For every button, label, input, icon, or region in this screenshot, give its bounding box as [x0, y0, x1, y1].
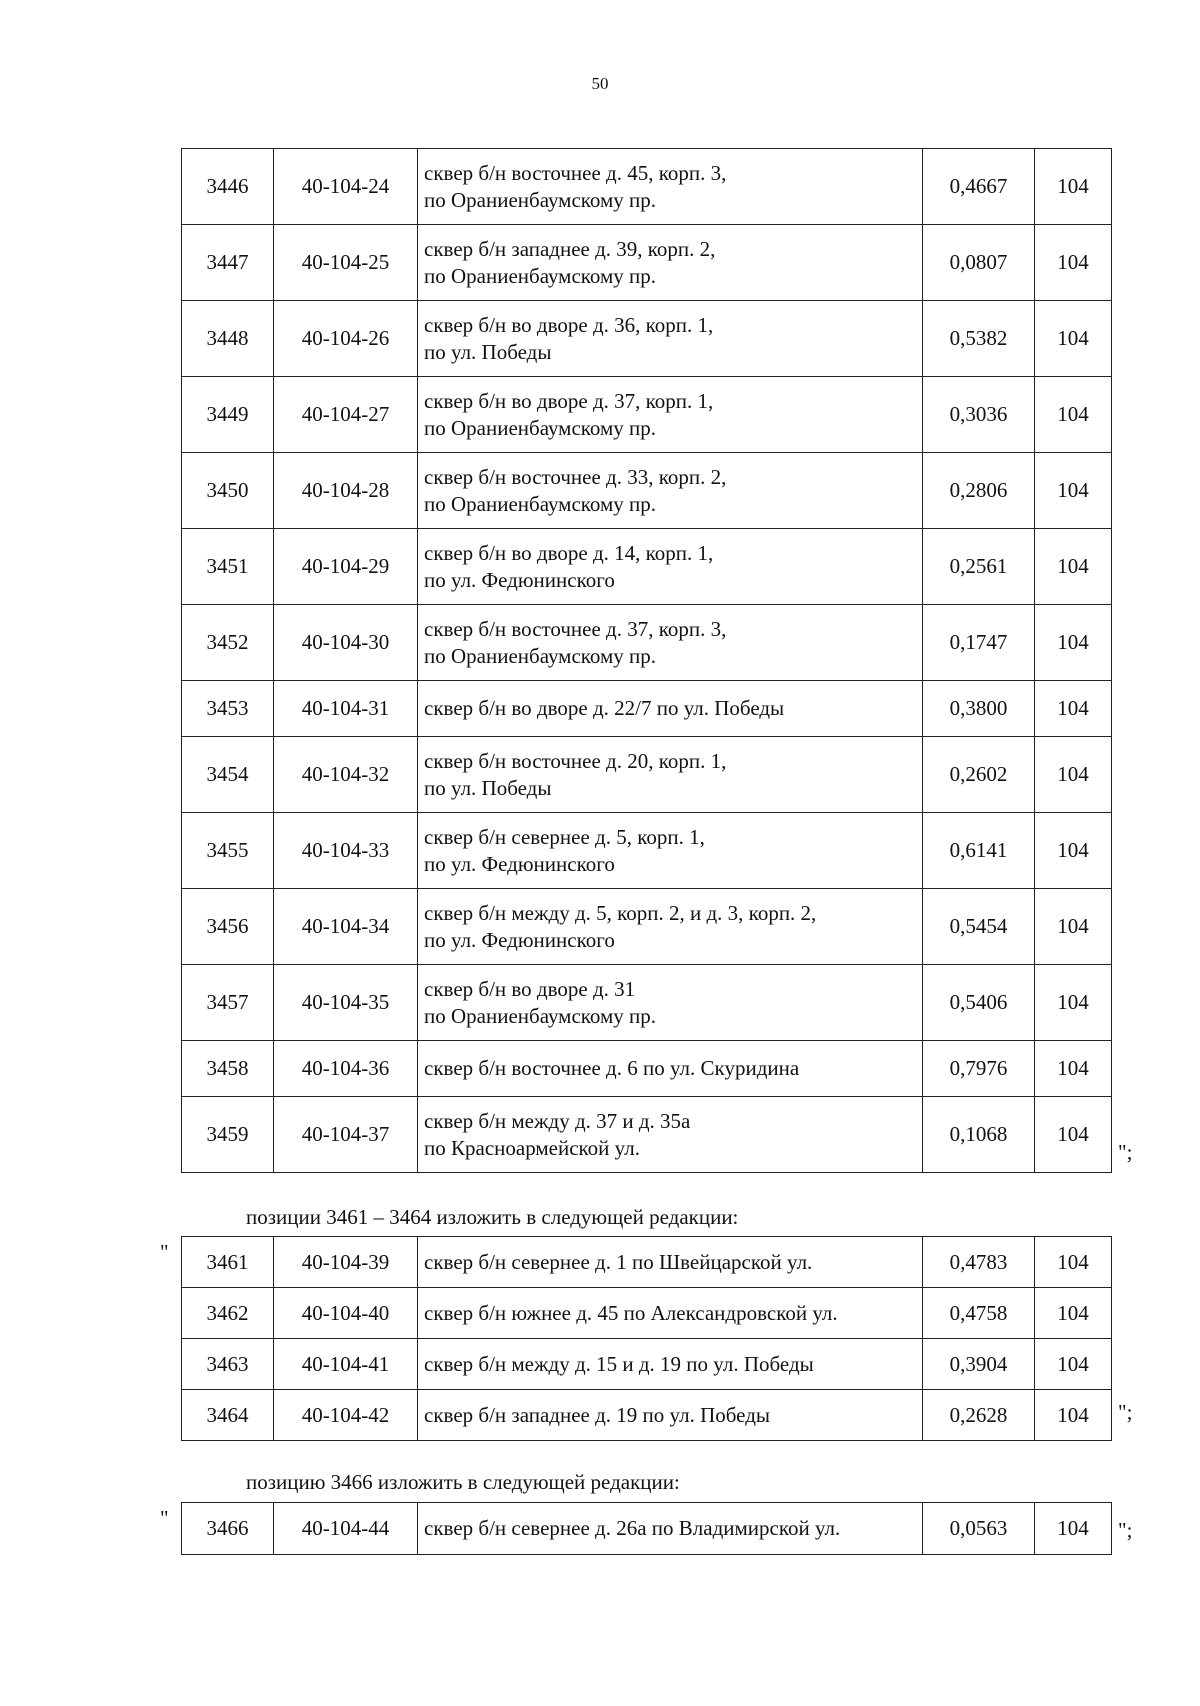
object-code-cell: 40-104-27	[274, 377, 418, 453]
area-cell: 0,4783	[923, 1237, 1035, 1288]
description-line-1: сквер б/н между д. 5, корп. 2, и д. 3, корп. 2,	[424, 900, 817, 925]
category-cell: 104	[1035, 301, 1112, 377]
description-line-1: сквер б/н восточнее д. 33, корп. 2,	[424, 464, 727, 489]
category-cell: 104	[1035, 1288, 1112, 1339]
table-row	[182, 377, 1112, 453]
category-cell: 104	[1035, 965, 1112, 1041]
description-cell	[418, 225, 923, 301]
area-cell: 0,5454	[923, 889, 1035, 965]
description-line-1: сквер б/н севернее д. 1 по Швейцарской ул.	[424, 1249, 813, 1274]
category-cell: 104	[1035, 1237, 1112, 1288]
area-cell: 0,6141	[923, 813, 1035, 889]
row-number-cell: 3466	[182, 1503, 274, 1555]
area-cell: 0,5382	[923, 301, 1035, 377]
row-number-cell: 3462	[182, 1288, 274, 1339]
table-row	[182, 1097, 1112, 1173]
description-line-1: сквер б/н восточнее д. 37, корп. 3,	[424, 616, 727, 641]
row-number-cell: 3446	[182, 149, 274, 225]
row-number-cell: 3461	[182, 1237, 274, 1288]
amended-positions-table	[181, 1236, 1112, 1441]
description-cell	[418, 453, 923, 529]
area-cell: 0,4758	[923, 1288, 1035, 1339]
description-cell	[418, 149, 923, 225]
table-row	[182, 1288, 1112, 1339]
description-line-1: сквер б/н западнее д. 39, корп. 2,	[424, 236, 716, 261]
closing-quote-3: ";	[1118, 1518, 1133, 1542]
amended-positions-table-body	[182, 1237, 1112, 1441]
table-row	[182, 301, 1112, 377]
description-cell	[418, 1503, 923, 1555]
category-cell: 104	[1035, 377, 1112, 453]
object-code-cell: 40-104-32	[274, 737, 418, 813]
object-code-cell: 40-104-36	[274, 1041, 418, 1097]
table-row	[182, 1390, 1112, 1441]
table-row	[182, 681, 1112, 737]
description-cell	[418, 377, 923, 453]
closing-quote-1: ";	[1118, 1140, 1133, 1164]
description-cell	[418, 605, 923, 681]
area-cell: 0,2806	[923, 453, 1035, 529]
description-line-1: сквер б/н во дворе д. 31	[424, 976, 636, 1001]
page-number: 50	[591, 74, 609, 93]
description-cell	[418, 1339, 923, 1390]
row-number-cell: 3451	[182, 529, 274, 605]
area-cell: 0,2628	[923, 1390, 1035, 1441]
table-row	[182, 605, 1112, 681]
row-number-cell: 3453	[182, 681, 274, 737]
category-cell: 104	[1035, 1339, 1112, 1390]
row-number-cell: 3450	[182, 453, 274, 529]
category-cell: 104	[1035, 1390, 1112, 1441]
row-number-cell: 3463	[182, 1339, 274, 1390]
table-row	[182, 1339, 1112, 1390]
table-row	[182, 737, 1112, 813]
area-cell: 0,0807	[923, 225, 1035, 301]
description-line-1: сквер б/н восточнее д. 20, корп. 1,	[424, 748, 727, 773]
object-code-cell: 40-104-25	[274, 225, 418, 301]
area-cell: 0,7976	[923, 1041, 1035, 1097]
object-code-cell: 40-104-39	[274, 1237, 418, 1288]
description-line-2: по ул. Федюнинского	[424, 927, 615, 952]
object-code-cell: 40-104-31	[274, 681, 418, 737]
description-line-1: сквер б/н во дворе д. 36, корп. 1,	[424, 312, 714, 337]
table-row	[182, 1503, 1112, 1555]
description-cell	[418, 1288, 923, 1339]
category-cell: 104	[1035, 681, 1112, 737]
category-cell: 104	[1035, 813, 1112, 889]
area-cell: 0,3036	[923, 377, 1035, 453]
table-row	[182, 1041, 1112, 1097]
row-number-cell: 3449	[182, 377, 274, 453]
row-number-cell: 3456	[182, 889, 274, 965]
table-row	[182, 965, 1112, 1041]
green-areas-table	[181, 148, 1112, 1173]
description-line-2: по Ораниенбаумскому пр.	[424, 491, 657, 516]
row-number-cell: 3447	[182, 225, 274, 301]
description-line-2: по ул. Федюнинского	[424, 567, 615, 592]
description-cell	[418, 301, 923, 377]
row-number-cell: 3464	[182, 1390, 274, 1441]
area-cell: 0,5406	[923, 965, 1035, 1041]
area-cell: 0,2561	[923, 529, 1035, 605]
object-code-cell: 40-104-42	[274, 1390, 418, 1441]
description-line-2: по Красноармейской ул.	[424, 1135, 640, 1160]
description-line-2: по Ораниенбаумскому пр.	[424, 1003, 657, 1028]
amended-position-table-body	[182, 1503, 1112, 1555]
description-line-1: сквер б/н во дворе д. 22/7 по ул. Победы	[424, 696, 785, 720]
object-code-cell: 40-104-24	[274, 149, 418, 225]
category-cell: 104	[1035, 737, 1112, 813]
object-code-cell: 40-104-33	[274, 813, 418, 889]
description-line-1: сквер б/н севернее д. 5, корп. 1,	[424, 824, 705, 849]
area-cell: 0,4667	[923, 149, 1035, 225]
description-line-2: по Ораниенбаумскому пр.	[424, 643, 657, 668]
description-line-1: сквер б/н восточнее д. 45, корп. 3,	[424, 160, 727, 185]
row-number-cell: 3448	[182, 301, 274, 377]
description-line-1: сквер б/н севернее д. 26а по Владимирской ул.	[424, 1516, 841, 1540]
description-cell	[418, 1097, 923, 1173]
category-cell: 104	[1035, 225, 1112, 301]
description-line-1: сквер б/н во дворе д. 14, корп. 1,	[424, 540, 714, 565]
category-cell: 104	[1035, 605, 1112, 681]
table-row	[182, 149, 1112, 225]
object-code-cell: 40-104-34	[274, 889, 418, 965]
area-cell: 0,2602	[923, 737, 1035, 813]
table-row	[182, 889, 1112, 965]
amendment-heading-position: позицию 3466 изложить в следующей редакции:	[246, 1470, 680, 1494]
description-line-1: сквер б/н южнее д. 45 по Александровской ул.	[424, 1300, 838, 1325]
amendment-heading-positions: позиции 3461 – 3464 изложить в следующей редакции:	[246, 1205, 739, 1229]
description-line-1: сквер б/н восточнее д. 6 по ул. Скуридина	[424, 1056, 800, 1080]
description-cell	[418, 1390, 923, 1441]
category-cell: 104	[1035, 453, 1112, 529]
description-cell	[418, 965, 923, 1041]
table-row	[182, 453, 1112, 529]
object-code-cell: 40-104-41	[274, 1339, 418, 1390]
row-number-cell: 3458	[182, 1041, 274, 1097]
description-cell	[418, 1237, 923, 1288]
object-code-cell: 40-104-30	[274, 605, 418, 681]
description-cell	[418, 889, 923, 965]
table-row	[182, 529, 1112, 605]
description-cell	[418, 529, 923, 605]
description-line-1: сквер б/н западнее д. 19 по ул. Победы	[424, 1402, 770, 1427]
row-number-cell: 3455	[182, 813, 274, 889]
area-cell: 0,3800	[923, 681, 1035, 737]
description-line-1: сквер б/н между д. 37 и д. 35а	[424, 1108, 691, 1133]
description-line-2: по Ораниенбаумскому пр.	[424, 263, 657, 288]
opening-quote-2: "	[160, 1240, 169, 1264]
area-cell: 0,3904	[923, 1339, 1035, 1390]
description-line-2: по Ораниенбаумскому пр.	[424, 415, 657, 440]
description-line-2: по Ораниенбаумскому пр.	[424, 187, 657, 212]
object-code-cell: 40-104-28	[274, 453, 418, 529]
row-number-cell: 3459	[182, 1097, 274, 1173]
closing-quote-2: ";	[1118, 1400, 1133, 1424]
description-line-2: по ул. Победы	[424, 339, 552, 364]
category-cell: 104	[1035, 149, 1112, 225]
description-line-2: по ул. Победы	[424, 775, 552, 800]
table-row	[182, 813, 1112, 889]
object-code-cell: 40-104-35	[274, 965, 418, 1041]
row-number-cell: 3454	[182, 737, 274, 813]
category-cell: 104	[1035, 1503, 1112, 1555]
category-cell: 104	[1035, 1097, 1112, 1173]
description-cell	[418, 1041, 923, 1097]
description-cell	[418, 813, 923, 889]
category-cell: 104	[1035, 529, 1112, 605]
description-cell	[418, 681, 923, 737]
row-number-cell: 3457	[182, 965, 274, 1041]
description-line-1: сквер б/н во дворе д. 37, корп. 1,	[424, 388, 714, 413]
opening-quote-3: "	[160, 1506, 169, 1530]
description-line-1: сквер б/н между д. 15 и д. 19 по ул. Победы	[424, 1351, 814, 1376]
category-cell: 104	[1035, 1041, 1112, 1097]
area-cell: 0,1747	[923, 605, 1035, 681]
object-code-cell: 40-104-29	[274, 529, 418, 605]
table-row	[182, 1237, 1112, 1288]
area-cell: 0,0563	[923, 1503, 1035, 1555]
object-code-cell: 40-104-44	[274, 1503, 418, 1555]
category-cell: 104	[1035, 889, 1112, 965]
table-row	[182, 225, 1112, 301]
description-line-2: по ул. Федюнинского	[424, 851, 615, 876]
object-code-cell: 40-104-40	[274, 1288, 418, 1339]
description-cell	[418, 737, 923, 813]
green-areas-table-body	[182, 149, 1112, 1173]
object-code-cell: 40-104-26	[274, 301, 418, 377]
amended-position-table	[181, 1502, 1112, 1555]
row-number-cell: 3452	[182, 605, 274, 681]
object-code-cell: 40-104-37	[274, 1097, 418, 1173]
area-cell: 0,1068	[923, 1097, 1035, 1173]
